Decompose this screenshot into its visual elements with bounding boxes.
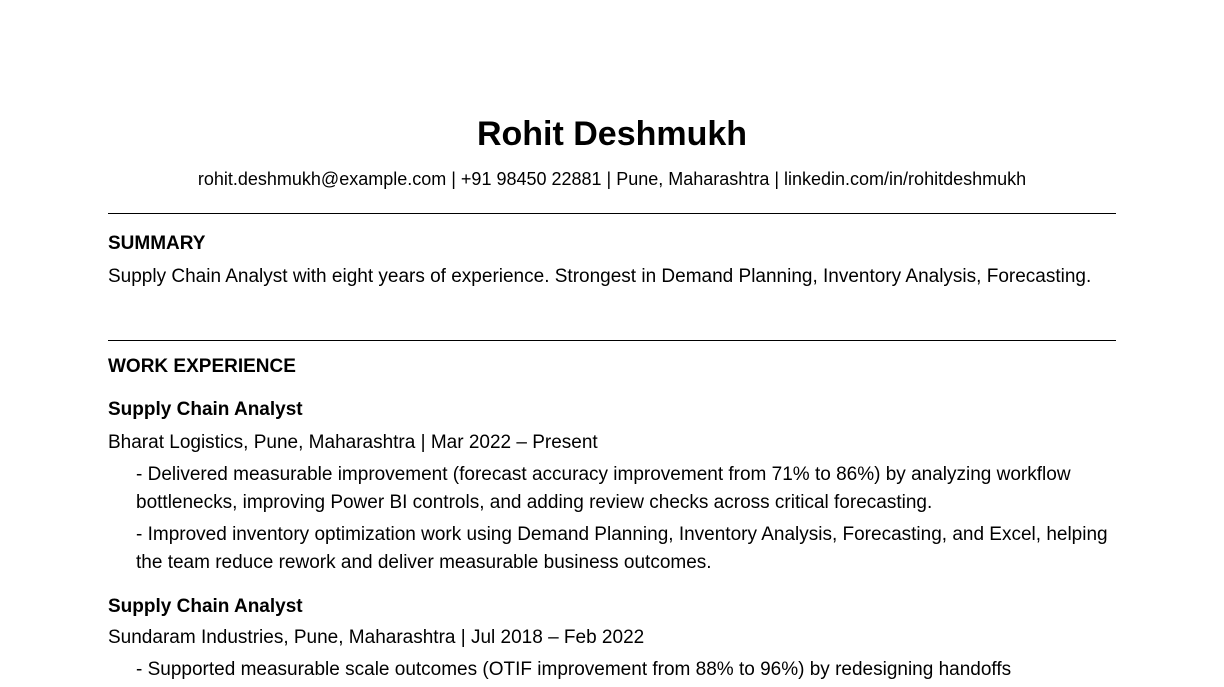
job-company-dates: Sundaram Industries, Pune, Maharashtra | Jul 2018 – Feb 2022 xyxy=(108,627,645,648)
contact-line: rohit.deshmukh@example.com | +91 98450 22881 | Pune, Maharashtra | linkedin.com/in/rohitdeshmukh xyxy=(197,169,1027,189)
job-bullet: - Delivered measurable improvement (forecast accuracy improvement from 71% to 86%) by analyzing workflow bottlenecks, improving Power BI controls, and adding review checks across critical forecasting. xyxy=(136,464,1071,513)
candidate-name: Rohit Deshmukh xyxy=(476,115,748,153)
divider xyxy=(108,213,1116,214)
divider xyxy=(108,340,1116,341)
summary-heading: SUMMARY xyxy=(108,233,206,254)
job-title: Supply Chain Analyst xyxy=(108,399,303,420)
summary-text: Supply Chain Analyst with eight years of experience. Strongest in Demand Planning, Inventory Analysis, Forecasting. xyxy=(108,266,1092,287)
job-title: Supply Chain Analyst xyxy=(108,596,303,617)
job-company-dates: Bharat Logistics, Pune, Maharashtra | Mar 2022 – Present xyxy=(108,432,598,453)
job-bullet: - Supported measurable scale outcomes (OTIF improvement from 88% to 96%) by redesigning handoffs xyxy=(136,659,1012,680)
work-experience-heading: WORK EXPERIENCE xyxy=(108,356,296,377)
job-bullet: - Improved inventory optimization work using Demand Planning, Inventory Analysis, Forecasting, and Excel, helping the team reduce rework and deliver measurable business outcomes. xyxy=(136,524,1108,573)
